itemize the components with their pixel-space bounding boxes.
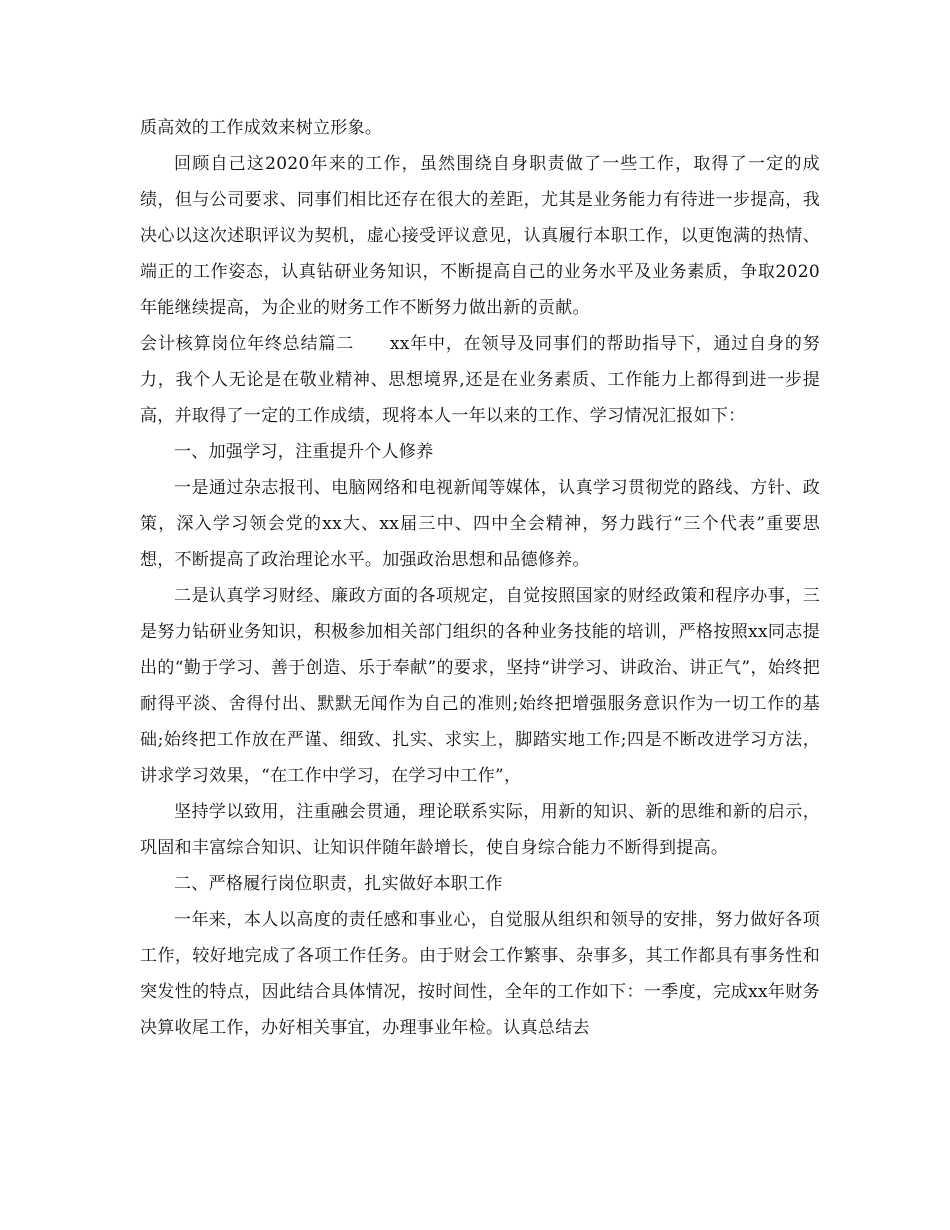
document-body <box>140 110 820 1046</box>
section-heading-1: 一、加强学习，注重提升个人修养 <box>174 442 434 462</box>
paragraph-6: 坚持学以致用，注重融会贯通，理论联系实际，用新的知识、新的思维和新的启示，巩固和丰富综合知识、让知识伴随年龄增长，使自身综合能力不断得到提高。 <box>140 802 820 858</box>
paragraph-1: 质高效的工作成效来树立形象。 <box>140 118 383 138</box>
paragraph-3: 会计核算岗位年终总结篇二 xx年中，在领导及同事们的帮助指导下，通过自身的努力，我个人无论是在敬业精神、思想境界,还是在业务素质、工作能力上都得到进一步提高，并取得了一定的工作成绩，现将本人一年以来的工作、学习情况汇报如下： <box>140 334 820 426</box>
section-heading-2: 二、严格履行岗位职责，扎实做好本职工作 <box>174 874 503 894</box>
paragraph-4: 一是通过杂志报刊、电脑网络和电视新闻等媒体，认真学习贯彻党的路线、方针、政策，深入学习领会党的xx大、xx届三中、四中全会精神，努力践行“三个代表”重要思想，不断提高了政治理论水平。加强政治思想和品德修养。 <box>140 478 820 570</box>
paragraph-7: 一年来，本人以高度的责任感和事业心，自觉服从组织和领导的安排，努力做好各项工作，较好地完成了各项工作任务。由于财会工作繁事、杂事多，其工作都具有事务性和突发性的特点，因此结合具体情况，按时间性，全年的工作如下：一季度，完成xx年财务决算收尾工作，办好相关事宜，办理事业年检。认真总结去 <box>140 910 820 1038</box>
paragraph-5: 二是认真学习财经、廉政方面的各项规定，自觉按照国家的财经政策和程序办事，三是努力钻研业务知识，积极参加相关部门组织的各种业务技能的培训，严格按照xx同志提出的“勤于学习、善于创造、乐于奉献”的要求，坚持“讲学习、讲政治、讲正气”，始终把耐得平淡、舍得付出、默默无闻作为自己的准则;始终把增强服务意识作为一切工作的基础;始终把工作放在严谨、细致、扎实、求实上，脚踏实地工作;四是不断改进学习方法，讲求学习效果，“在工作中学习，在学习中工作”， <box>140 586 820 786</box>
paragraph-2: 回顾自己这2020年来的工作，虽然围绕自身职责做了一些工作，取得了一定的成绩，但与公司要求、同事们相比还存在很大的差距，尤其是业务能力有待进一步提高，我决心以这次述职评议为契机，虚心接受评议意见，认真履行本职工作，以更饱满的热情、端正的工作姿态，认真钻研业务知识，不断提高自己的业务水平及业务素质，争取2020年能继续提高，为企业的财务工作不断努力做出新的贡献。 <box>140 154 820 318</box>
